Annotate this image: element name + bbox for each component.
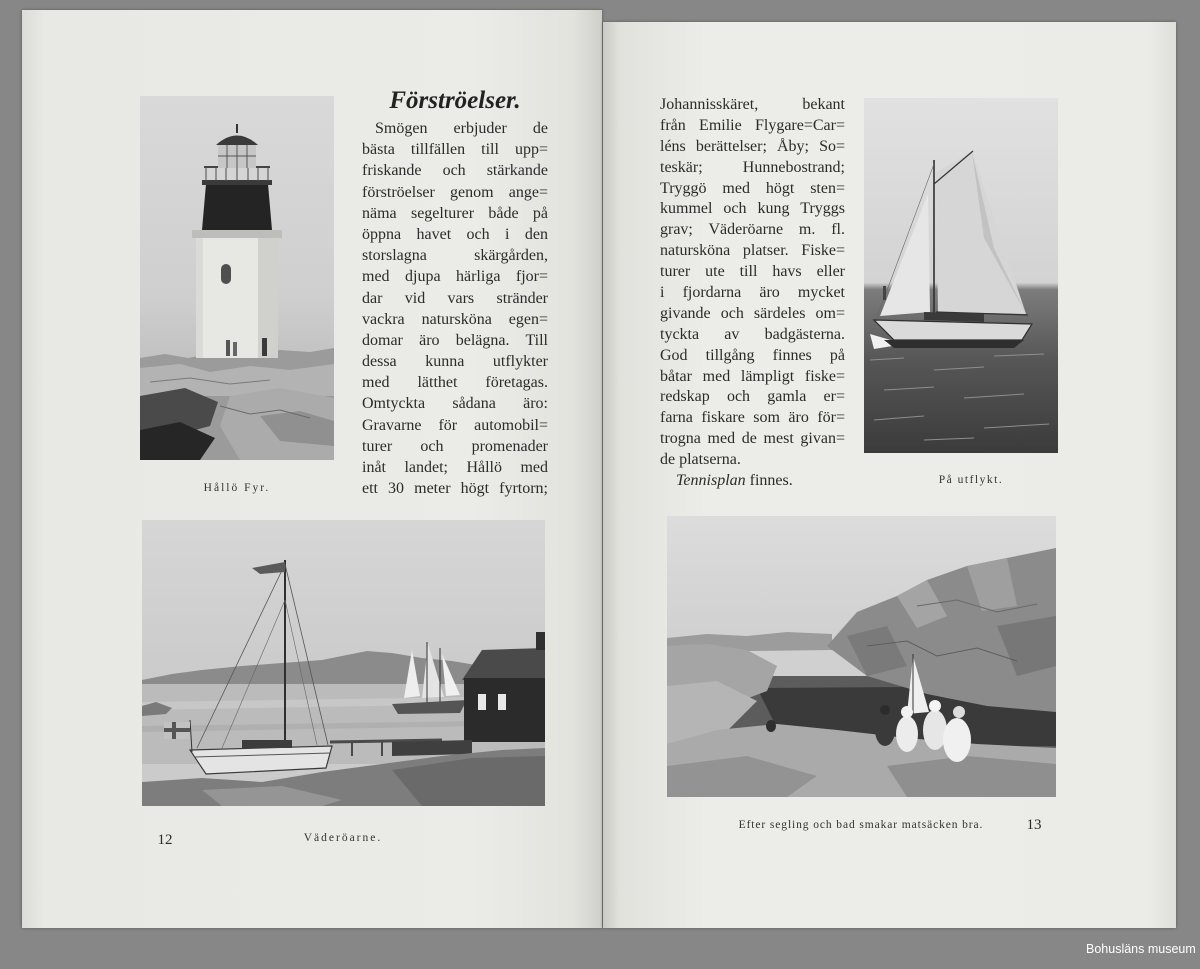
caption-lighthouse: Hållö Fyr. bbox=[203, 482, 271, 494]
text-line: turer och promenader bbox=[362, 437, 548, 455]
text-line: dessa kunna utflykter bbox=[362, 353, 548, 371]
text-line: léns berättelser; Åby; So= bbox=[660, 137, 845, 155]
jetty bbox=[330, 740, 472, 756]
boathouse bbox=[462, 632, 545, 742]
text-line: givande och särdeles om= bbox=[660, 304, 845, 322]
caption-islands: Väderöarne. bbox=[303, 832, 383, 844]
text-line: Tryggö med högt sten= bbox=[660, 179, 845, 197]
closing-line bbox=[660, 471, 845, 492]
harbour-scene bbox=[142, 520, 545, 806]
body-text-left bbox=[362, 118, 548, 499]
text-line: Omtyckta sådana äro: bbox=[362, 395, 548, 413]
main-sail bbox=[936, 152, 1026, 314]
text-line: förströelser genom ange= bbox=[362, 183, 548, 201]
window bbox=[498, 694, 506, 710]
text-line: bästa tillfällen till upp= bbox=[362, 141, 548, 159]
distant-figure bbox=[883, 286, 886, 300]
text-line: farna fiskare som äro för= bbox=[660, 409, 845, 427]
text-line: näma segelturer både på bbox=[362, 204, 548, 222]
text-line: storslagna skärgården, bbox=[362, 247, 548, 265]
rocky-shore bbox=[140, 348, 334, 460]
text-line: friskande och stärkande bbox=[362, 162, 548, 180]
page-number-left: 12 bbox=[157, 832, 173, 848]
caption-sailboat: På utflykt. bbox=[938, 474, 1004, 486]
text-line: Johannisskäret, bekant bbox=[660, 96, 845, 113]
text-line: kummel och kung Tryggs bbox=[660, 200, 845, 218]
sea-ripples bbox=[870, 354, 1049, 440]
photo-picnic-on-rocks bbox=[667, 516, 1056, 797]
text-line: med djupa härliga fjor= bbox=[362, 268, 548, 286]
text-line: grav; Väderöarne m. fl. bbox=[660, 221, 845, 239]
text-line: domar äro belägna. Till bbox=[362, 331, 548, 349]
text-line: ett 30 meter högt fyrtorn; bbox=[362, 480, 548, 498]
section-heading: Förströelser. bbox=[389, 87, 521, 114]
text-line: i fjordarna äro mycket bbox=[660, 284, 845, 302]
text-line: Smögen erbjuder de bbox=[375, 120, 548, 137]
text-line: vackra natursköna egen= bbox=[362, 310, 548, 328]
text-line: från Emilie Flygare=Car= bbox=[660, 116, 845, 134]
text-line: teskär; Hunnebostrand; bbox=[660, 158, 845, 176]
hull bbox=[874, 320, 1032, 340]
photo-hallo-lighthouse bbox=[140, 96, 334, 460]
window bbox=[478, 694, 486, 710]
jib-sail bbox=[880, 194, 930, 316]
photo-sailboat bbox=[864, 98, 1058, 453]
text-line: God tillgång finnes på bbox=[660, 346, 845, 364]
text-line: inåt landet; Hållö med bbox=[362, 459, 548, 476]
closing-italic: Tennisplan bbox=[676, 472, 746, 490]
deck-crew bbox=[242, 740, 292, 748]
rocky-cove-scene bbox=[667, 516, 1056, 797]
museum-watermark: Bohusläns museum bbox=[1086, 942, 1196, 956]
sailboat bbox=[870, 151, 1032, 349]
text-line: dar vid vars stränder bbox=[362, 289, 548, 307]
text-line: öppna havet och i den bbox=[362, 225, 548, 243]
lantern-dome bbox=[216, 136, 258, 146]
photo-vaderoarne bbox=[142, 520, 545, 806]
gallery-railing bbox=[206, 166, 268, 181]
text-line: natursköna platser. Fiske= bbox=[660, 242, 845, 260]
text-line: tyckta av badgästerna. bbox=[660, 325, 845, 343]
lighthouse-tower bbox=[192, 124, 282, 358]
body-text-right bbox=[660, 95, 845, 492]
pennant bbox=[252, 562, 285, 574]
text-line: med lätthet företagas. bbox=[362, 374, 548, 392]
caption-picnic: Efter segling och bad smakar matsäcken bra. bbox=[738, 819, 984, 831]
lighthouse-scene bbox=[140, 96, 334, 460]
page-number-right: 13 bbox=[1026, 817, 1042, 833]
tower-window bbox=[221, 264, 231, 284]
text-line: redskap och gamla er= bbox=[660, 388, 845, 406]
text-line: Gravarne för automobil= bbox=[362, 416, 548, 434]
text-line: de platserna. bbox=[660, 451, 741, 469]
closing-rest: finnes. bbox=[745, 472, 793, 490]
text-line: trogna med de mest givan= bbox=[660, 430, 845, 448]
sailing-scene bbox=[864, 98, 1058, 453]
text-line: båtar med lämpligt fiske= bbox=[660, 367, 845, 385]
hull bbox=[190, 746, 332, 774]
chimney bbox=[536, 632, 545, 650]
text-line: turer ute till havs eller bbox=[660, 263, 845, 281]
